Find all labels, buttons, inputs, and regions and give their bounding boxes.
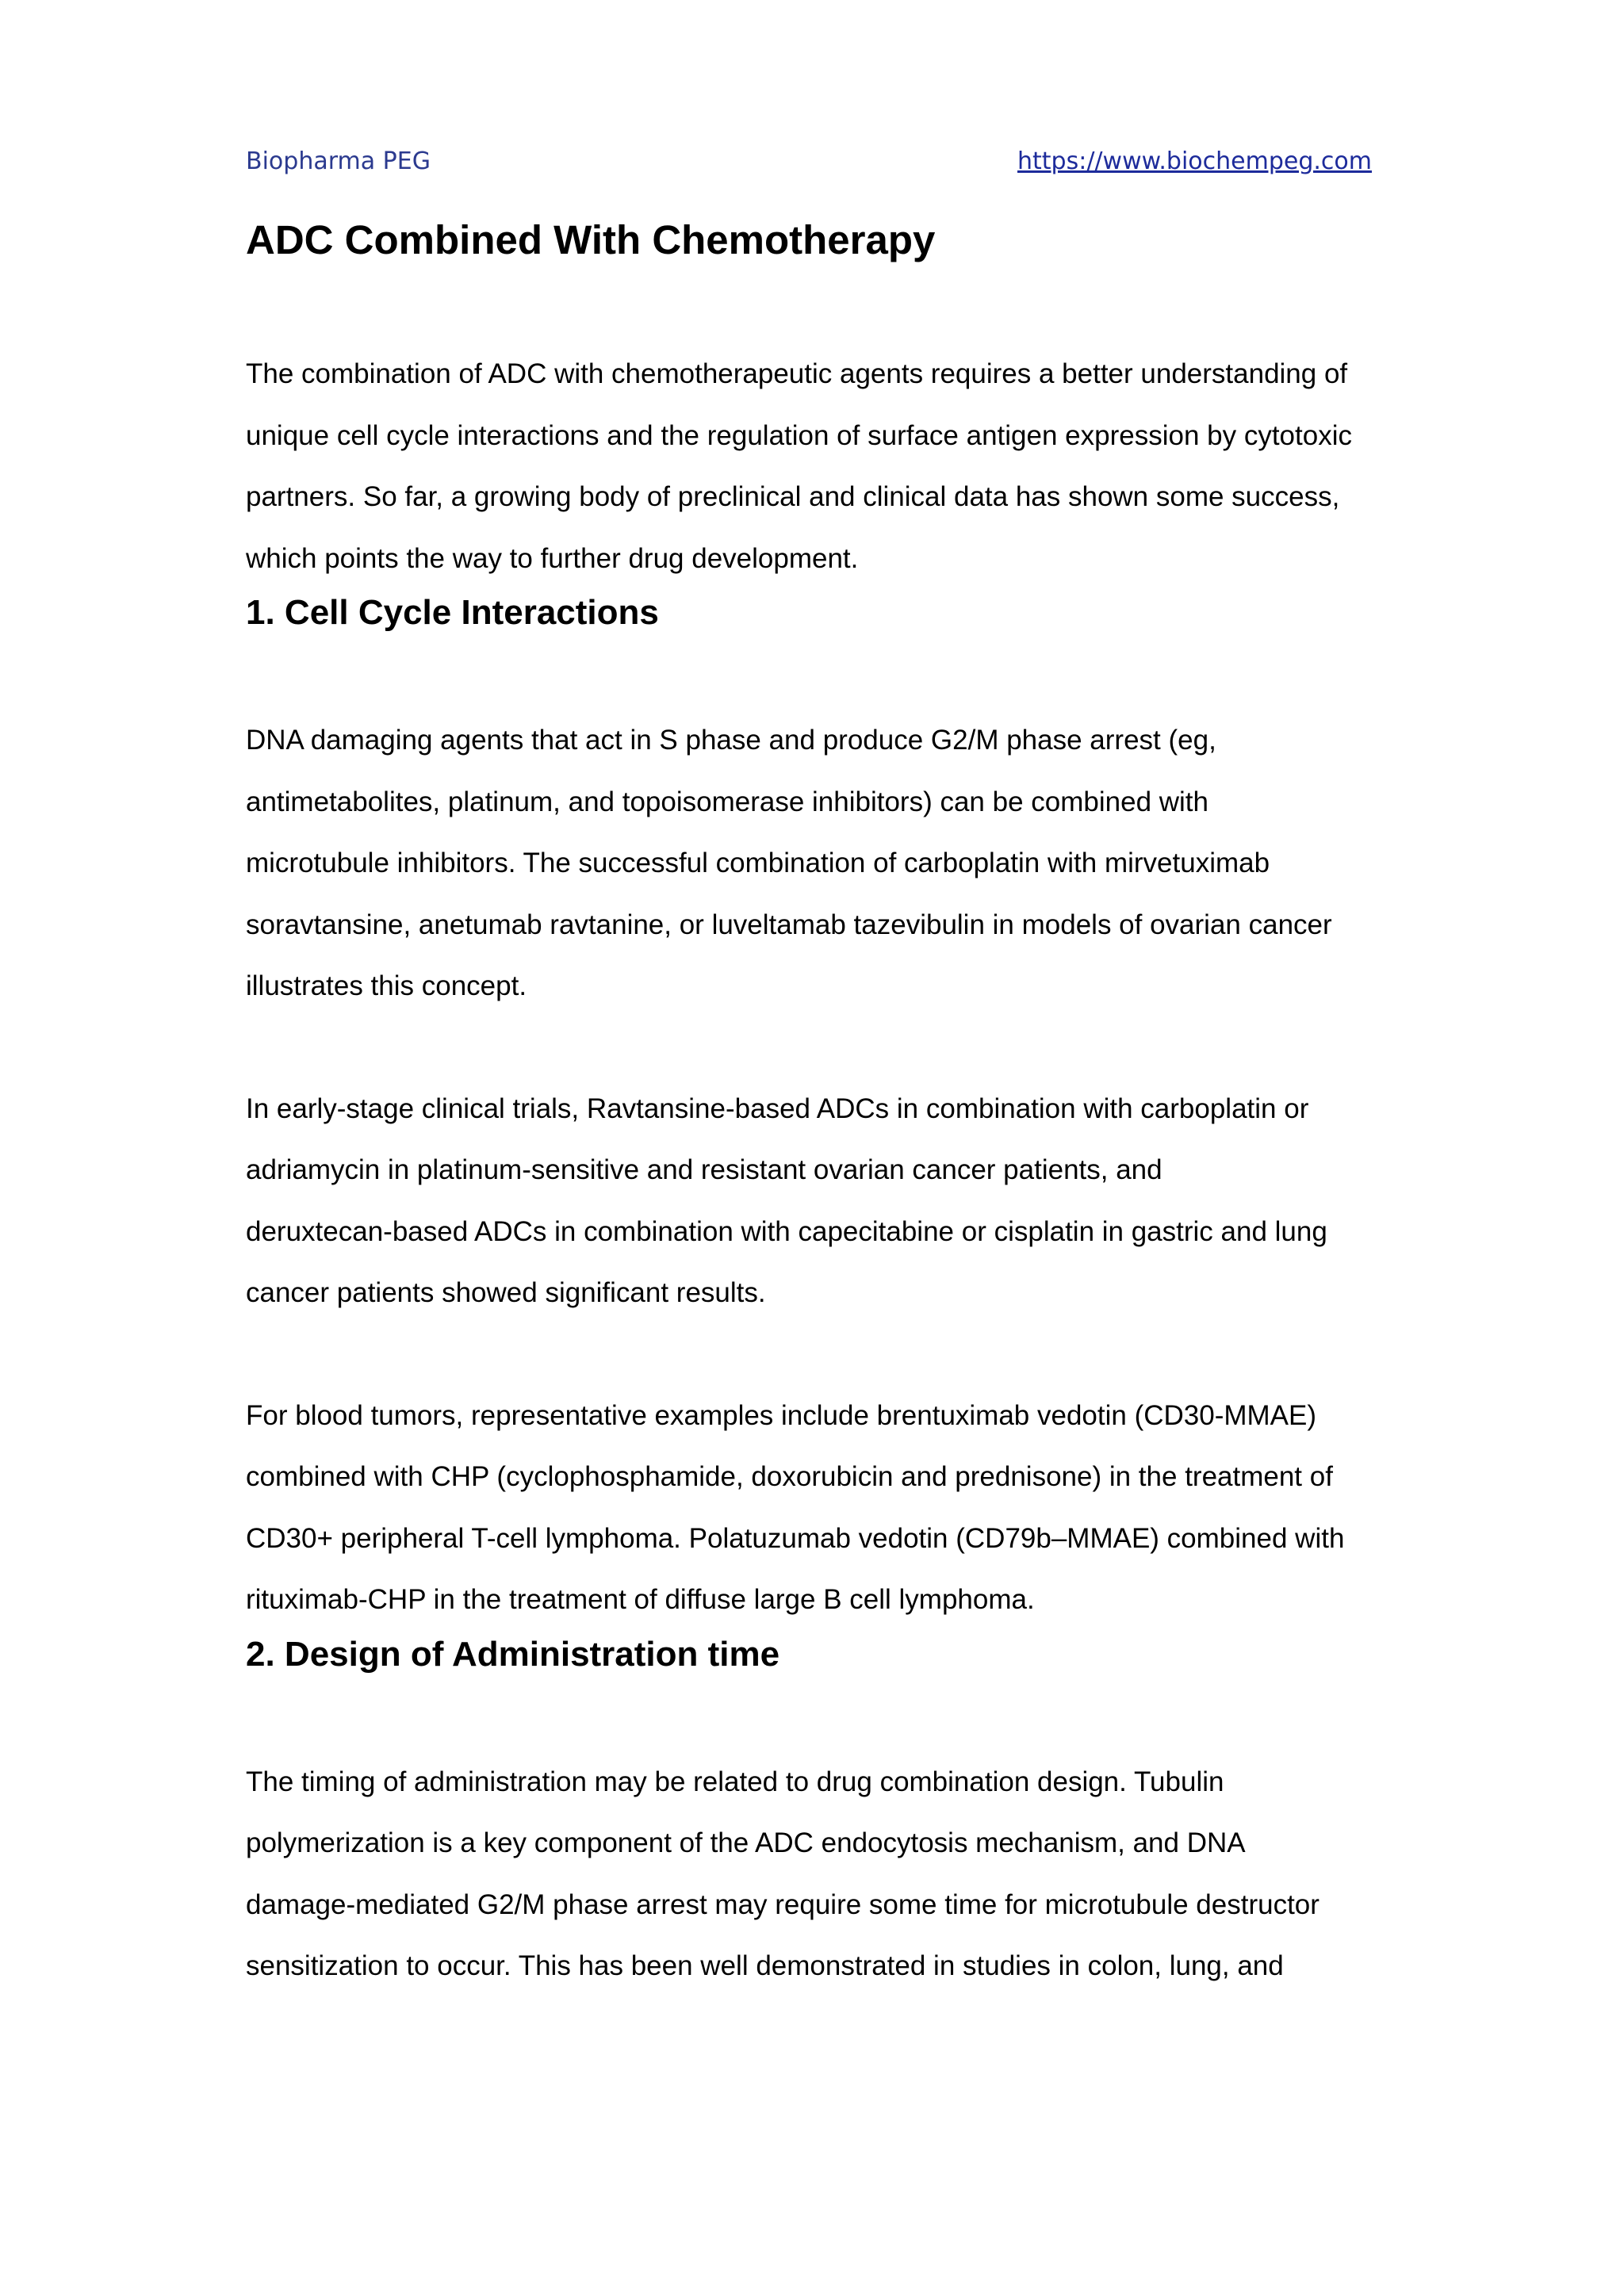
- text-line: cancer patients showed significant results.: [246, 1277, 766, 1308]
- text-line: DNA damaging agents that act in S phase and produce G2/M phase arrest (eg,: [246, 725, 1216, 756]
- header-website-link[interactable]: https://www.biochempeg.com: [1017, 147, 1372, 175]
- text-line: polymerization is a key component of the ADC endocytosis mechanism, and DNA: [246, 1827, 1246, 1858]
- text-line: adriamycin in platinum-sensitive and resistant ovarian cancer patients, and: [246, 1154, 1162, 1185]
- header-brand: Biopharma PEG: [246, 147, 431, 175]
- text-line: microtubule inhibitors. The successful combination of carboplatin with mirvetuximab: [246, 848, 1270, 878]
- section1-paragraph-3: [246, 1385, 1388, 1631]
- text-line: sensitization to occur. This has been well demonstrated in studies in colon, lung, and: [246, 1950, 1284, 1981]
- text-line: For blood tumors, representative examples include brentuximab vedotin (CD30-MMAE): [246, 1399, 1317, 1431]
- text-line: antimetabolites, platinum, and topoisomerase inhibitors) can be combined with: [246, 786, 1208, 817]
- page-header: [246, 147, 1372, 187]
- text-line: CD30+ peripheral T-cell lymphoma. Polatuzumab vedotin (CD79b–MMAE) combined with: [246, 1522, 1345, 1554]
- text-line: unique cell cycle interactions and the regulation of surface antigen expression by cytotoxic: [246, 419, 1352, 451]
- section-heading-cell-cycle: 1. Cell Cycle Interactions: [246, 593, 659, 632]
- text-line: rituximab-CHP in the treatment of diffuse large B cell lymphoma.: [246, 1584, 1035, 1615]
- text-line: deruxtecan-based ADCs in combination with capecitabine or cisplatin in gastric and lung: [246, 1215, 1327, 1247]
- text-line: partners. So far, a growing body of preclinical and clinical data has shown some success,: [246, 481, 1340, 512]
- text-line: combined with CHP (cyclophosphamide, doxorubicin and prednisone) in the treatment of: [246, 1461, 1333, 1492]
- page-title: ADC Combined With Chemotherapy: [246, 217, 936, 262]
- text-line: which points the way to further drug development.: [246, 542, 859, 574]
- text-line: In early-stage clinical trials, Ravtansine-based ADCs in combination with carboplatin or: [246, 1093, 1309, 1124]
- text-line: soravtansine, anetumab ravtanine, or luveltamab tazevibulin in models of ovarian cancer: [246, 909, 1332, 940]
- section2-paragraph-1: [246, 1751, 1388, 1997]
- section-heading-administration-time: 2. Design of Administration time: [246, 1634, 780, 1674]
- text-line: illustrates this concept.: [246, 970, 527, 1001]
- intro-paragraph: [246, 343, 1388, 589]
- text-line: damage-mediated G2/M phase arrest may require some time for microtubule destructor: [246, 1888, 1320, 1920]
- document-body: [246, 214, 1388, 1997]
- text-line: The combination of ADC with chemotherapeutic agents requires a better understanding of: [246, 358, 1348, 389]
- section1-paragraph-1: [246, 710, 1388, 1017]
- section1-paragraph-2: [246, 1078, 1388, 1324]
- text-line: The timing of administration may be related to drug combination design. Tubulin: [246, 1766, 1224, 1797]
